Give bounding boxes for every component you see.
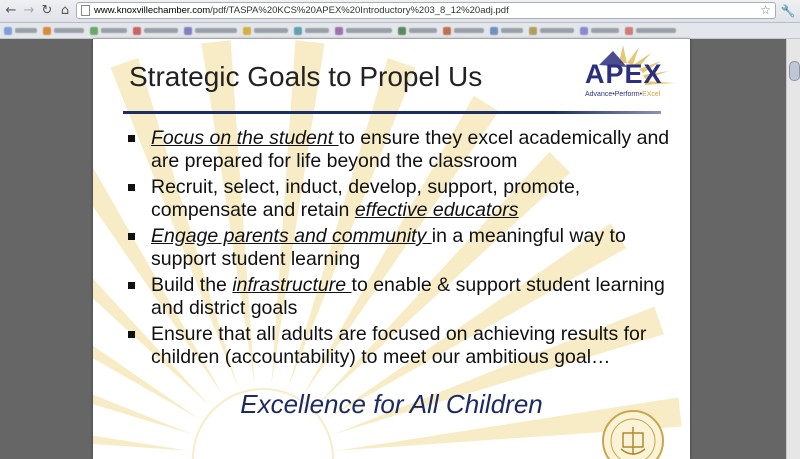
- list-item: Build the infrastructure to enable & support student learning and district goals: [123, 274, 683, 320]
- bullet-marker: [128, 184, 135, 191]
- school-seal-icon: [601, 409, 665, 459]
- bookmark-label: [591, 28, 619, 33]
- title-underline: [123, 111, 661, 114]
- bookmark-item[interactable]: [4, 26, 37, 35]
- bookmark-item[interactable]: [529, 26, 574, 35]
- bookmark-favicon-icon: [90, 27, 98, 35]
- home-icon[interactable]: ⌂: [60, 3, 70, 18]
- pdf-slide: [93, 39, 690, 459]
- list-item: Recruit, select, induct, develop, support, promote, compensate and retain effective educators: [123, 176, 683, 222]
- bookmark-label: [540, 28, 574, 33]
- bookmark-label: [305, 28, 329, 33]
- vertical-scrollbar[interactable]: [786, 39, 800, 459]
- closing-tagline: Excellence for All Children: [240, 389, 543, 419]
- bookmark-label: [636, 28, 676, 33]
- bookmark-favicon-icon: [133, 27, 141, 35]
- bookmark-star-icon[interactable]: ☆: [760, 3, 771, 17]
- bookmark-favicon-icon: [490, 27, 498, 35]
- url-text: www.knoxvillechamber.com/pdf/TASPA%20KCS%20APEX%20Introductory%203_8_12%20adj.pdf: [94, 5, 509, 16]
- bullet-marker: [128, 135, 135, 142]
- bookmark-favicon-icon: [294, 27, 302, 35]
- goals-list: [123, 127, 683, 372]
- bookmark-item[interactable]: [490, 26, 523, 35]
- bookmark-item[interactable]: [133, 26, 178, 35]
- bookmark-item[interactable]: [580, 26, 619, 35]
- back-arrow-icon[interactable]: ←: [5, 3, 17, 18]
- bookmark-favicon-icon: [398, 27, 406, 35]
- bookmark-label: [409, 28, 437, 33]
- bookmark-favicon-icon: [184, 27, 192, 35]
- scrollbar-thumb[interactable]: [789, 61, 800, 81]
- bookmark-item[interactable]: [294, 26, 329, 35]
- bookmark-item[interactable]: [398, 26, 437, 35]
- bookmark-favicon-icon: [43, 27, 51, 35]
- bookmark-label: [15, 28, 37, 33]
- bookmark-label: [54, 28, 84, 33]
- bookmarks-bar: [0, 23, 800, 39]
- bookmark-favicon-icon: [4, 27, 12, 35]
- list-item: Engage parents and community in a meaningful way to support student learning: [123, 225, 683, 271]
- logo-word: APEX: [585, 59, 663, 89]
- logo-tagline: Advance•Perform•EXcel: [585, 91, 661, 98]
- bookmark-item[interactable]: [243, 26, 288, 35]
- reload-icon[interactable]: ↻: [41, 3, 53, 18]
- bookmark-item[interactable]: [43, 26, 84, 35]
- bookmark-favicon-icon: [243, 27, 251, 35]
- forward-arrow-icon[interactable]: →: [23, 3, 35, 18]
- bookmark-label: [195, 28, 237, 33]
- bookmark-favicon-icon: [580, 27, 588, 35]
- bookmark-favicon-icon: [443, 27, 451, 35]
- list-item: Ensure that all adults are focused on achieving results for children (accountability) to meet our ambitious goal…: [123, 323, 683, 369]
- bookmark-item[interactable]: [625, 26, 676, 35]
- bookmark-item[interactable]: [443, 26, 484, 35]
- bookmark-label: [346, 28, 392, 33]
- page-icon: [81, 5, 90, 16]
- bookmark-label: [144, 28, 178, 33]
- list-item: Focus on the student to ensure they excel academically and are prepared for life beyond the classroom: [123, 127, 683, 173]
- wrench-icon[interactable]: 🔧: [780, 4, 796, 18]
- bookmark-label: [254, 28, 288, 33]
- slide-title: Strategic Goals to Propel Us: [129, 61, 483, 92]
- bookmark-item[interactable]: [184, 26, 237, 35]
- bookmark-favicon-icon: [529, 27, 537, 35]
- address-bar[interactable]: [76, 2, 776, 19]
- apex-logo: [579, 45, 687, 109]
- bookmark-label: [501, 28, 523, 33]
- bookmark-label: [101, 28, 127, 33]
- bullet-marker: [128, 282, 135, 289]
- browser-toolbar: [0, 0, 800, 23]
- bookmark-label: [454, 28, 484, 33]
- bookmark-favicon-icon: [335, 27, 343, 35]
- bookmark-item[interactable]: [90, 26, 127, 35]
- bullet-marker: [128, 233, 135, 240]
- bullet-marker: [128, 331, 135, 338]
- bookmark-item[interactable]: [335, 26, 392, 35]
- bookmark-favicon-icon: [625, 27, 633, 35]
